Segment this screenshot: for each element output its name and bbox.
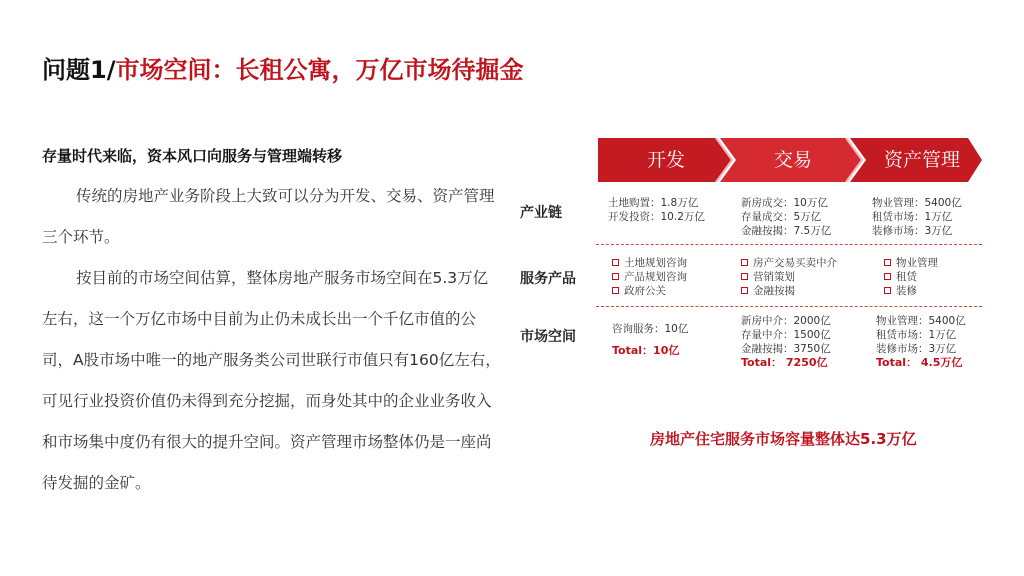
chain-item: 租赁市场：1万亿 bbox=[872, 211, 953, 223]
chain-item: 开发投资：10.2万亿 bbox=[608, 211, 705, 223]
service-item: 租赁 bbox=[896, 271, 917, 283]
checkbox-square-icon bbox=[612, 259, 619, 266]
market-total: Total： 7250亿 bbox=[741, 356, 828, 369]
chain-item: 新房成交：10万亿 bbox=[741, 197, 828, 209]
market-item: 金融按揭：3750亿 bbox=[741, 343, 831, 355]
stage-label-asset-management: 资产管理 bbox=[883, 149, 960, 171]
service-item: 装修 bbox=[896, 285, 917, 297]
market-item: 咨询服务：10亿 bbox=[612, 323, 689, 335]
market-item: 物业管理：5400亿 bbox=[876, 315, 966, 327]
market-item: 租赁市场：1万亿 bbox=[876, 329, 957, 341]
market-cell-transaction bbox=[741, 314, 831, 370]
service-item: 政府公关 bbox=[624, 285, 666, 297]
service-item: 产品规划咨询 bbox=[624, 271, 687, 283]
market-figure bbox=[512, 128, 992, 388]
market-item: 存量中介：1500亿 bbox=[741, 329, 831, 341]
chain-cell-development bbox=[608, 196, 705, 224]
market-cell-development bbox=[612, 322, 688, 358]
paragraph-2: 按目前的市场空间估算，整体房地产服务市场空间在5.3万亿左右，这一个万亿市场中目前为止仍未成长出一个千亿市值的公司，A股市场中唯一的地产服务类公司世联行市值只有160亿左右，可见行业投资价值仍未得到充分挖掘，而身处其中的企业业务收入和市场集中度仍有很大的提升空间。资产管理市场整体仍是一座尚待发掘的金矿。 bbox=[42, 269, 501, 492]
services-cell-development bbox=[612, 256, 687, 298]
figure-caption: 房地产住宅服务市场容量整体达5.3万亿 bbox=[650, 430, 917, 448]
paragraph-1: 传统的房地产业务阶段上大致可以分为开发、交易、资产管理三个环节。 bbox=[42, 187, 495, 246]
market-total: Total：10亿 bbox=[612, 344, 680, 357]
checkbox-square-icon bbox=[884, 259, 891, 266]
service-item: 房产交易买卖中介 bbox=[753, 257, 837, 269]
services-cell-asset-management bbox=[884, 256, 938, 298]
market-cell-asset-management bbox=[876, 314, 966, 370]
checkbox-square-icon bbox=[884, 273, 891, 280]
chain-item: 物业管理：5400亿 bbox=[872, 197, 962, 209]
page-title bbox=[42, 50, 523, 85]
market-item: 装修市场：3万亿 bbox=[876, 343, 957, 355]
section-subheading: 存量时代来临，资本风口向服务与管理端转移 bbox=[42, 147, 343, 165]
chain-item: 装修市场：3万亿 bbox=[872, 225, 953, 237]
checkbox-square-icon bbox=[741, 273, 748, 280]
row-label-chain: 产业链 bbox=[520, 205, 562, 221]
divider-dashed bbox=[596, 306, 982, 307]
market-total: Total： 4.5万亿 bbox=[876, 356, 963, 369]
title-prefix: 问题1/ bbox=[42, 56, 116, 84]
service-item: 物业管理 bbox=[896, 257, 938, 269]
divider-dashed bbox=[596, 244, 982, 245]
chain-item: 土地购置：1.8万亿 bbox=[608, 197, 699, 209]
row-label-market: 市场空间 bbox=[520, 329, 576, 345]
service-item: 金融按揭 bbox=[753, 285, 795, 297]
service-item: 土地规划咨询 bbox=[624, 257, 687, 269]
chain-cell-transaction bbox=[741, 196, 831, 238]
services-cell-transaction bbox=[741, 256, 837, 298]
market-item: 新房中介：2000亿 bbox=[741, 315, 831, 327]
title-main: 市场空间：长租公寓，万亿市场待掘金 bbox=[115, 56, 524, 84]
chain-item: 存量成交：5万亿 bbox=[741, 211, 822, 223]
service-item: 营销策划 bbox=[753, 271, 795, 283]
checkbox-square-icon bbox=[612, 273, 619, 280]
stage-label-development: 开发 bbox=[646, 149, 685, 171]
checkbox-square-icon bbox=[741, 287, 748, 294]
checkbox-square-icon bbox=[612, 287, 619, 294]
chain-cell-asset-management bbox=[872, 196, 962, 238]
checkbox-square-icon bbox=[884, 287, 891, 294]
checkbox-square-icon bbox=[741, 259, 748, 266]
chain-item: 金融按揭：7.5万亿 bbox=[741, 225, 832, 237]
stage-label-transaction: 交易 bbox=[773, 149, 812, 171]
row-label-services: 服务产品 bbox=[520, 271, 576, 287]
